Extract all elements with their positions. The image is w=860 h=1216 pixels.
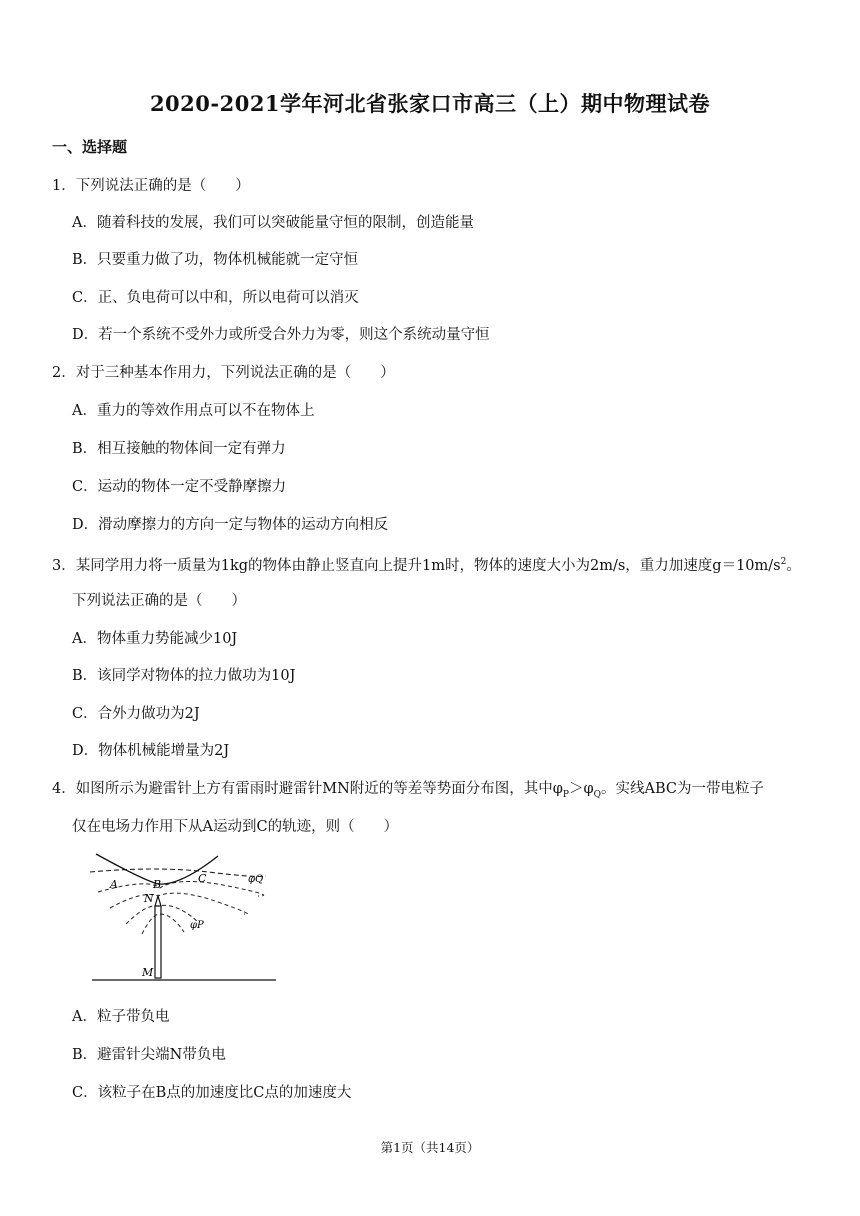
question-2-option-b: B．相互接触的物体间一定有弹力 [72, 441, 286, 457]
question-1-option-d: D．若一个系统不受外力或所受合外力为零，则这个系统动量守恒 [72, 327, 490, 343]
question-3-option-a: A．物体重力势能减少10J [72, 631, 238, 647]
question-1-option-a: A．随着科技的发展，我们可以突破能量守恒的限制，创造能量 [72, 215, 474, 231]
page-title: 2020-2021学年河北省张家口市高三（上）期中物理试卷 [149, 91, 711, 116]
question-4-option-b: B．避雷针尖端N带负电 [72, 1047, 226, 1063]
question-3-option-c: C．合外力做功为2J [72, 706, 200, 722]
label-phi-p: φP [190, 920, 204, 931]
label-m: M [142, 966, 154, 979]
superscript-2: 2 [780, 557, 787, 567]
subscript-p: P [562, 789, 569, 800]
question-4-stem-part-2: ＞φ [568, 781, 594, 797]
question-3-stem-end: 。 [786, 557, 801, 574]
equipotential-line-5 [142, 914, 184, 934]
question-3-option-d: D．物体机械能增量为2J [72, 743, 230, 759]
section-heading: 一、选择题 [52, 138, 128, 156]
question-4-stem-line-2: 仅在电场力作用下从A运动到C的轨迹，则（ ） [72, 819, 399, 835]
equipotential-q-line [90, 869, 266, 877]
question-1-stem: 1．下列说法正确的是（ ） [52, 178, 250, 194]
label-b: B [153, 878, 162, 891]
question-3-option-b: B．该同学对物体的拉力做功为10J [72, 668, 296, 684]
label-n: N [144, 892, 154, 905]
question-4-stem-part-3: 。实线ABC为一带电粒子 [601, 781, 765, 797]
question-4-stem-part-1: 4．如图所示为避雷针上方有雷雨时避雷针MN附近的等差等势面分布图，其中φ [52, 781, 563, 797]
equipotential-figure [88, 852, 278, 984]
subscript-q: Q [593, 789, 602, 800]
question-1-option-c: C．正、负电荷可以中和，所以电荷可以消灭 [72, 290, 359, 306]
label-phi-q: φQ [248, 874, 264, 885]
question-3-stem-text: 3．某同学用力将一质量为1kg的物体由静止竖直向上提升1m时，物体的速度大小为2m/s，重力加速度g＝10m/s [52, 557, 781, 574]
question-3-stem-line-2: 下列说法正确的是（ ） [72, 593, 246, 609]
question-2-option-d: D．滑动摩擦力的方向一定与物体的运动方向相反 [72, 517, 389, 533]
question-4-option-a: A．粒子带负电 [72, 1009, 170, 1025]
question-2-option-a: A．重力的等效作用点可以不在物体上 [72, 403, 315, 419]
lightning-rod [155, 906, 161, 978]
equipotential-line-2 [98, 881, 264, 896]
page-footer: 第1页（共14页） [380, 1140, 480, 1155]
question-2-stem: 2．对于三种基本作用力，下列说法正确的是（ ） [52, 365, 395, 381]
equipotential-line-3 [110, 893, 248, 914]
question-2-option-c: C．运动的物体一定不受静摩擦力 [72, 479, 287, 495]
question-3-stem-line-1 [52, 552, 801, 576]
label-c: C [198, 872, 207, 885]
question-4-stem-line-1 [52, 779, 764, 805]
label-a: A [110, 878, 118, 891]
equipotential-line-4 [126, 905, 198, 924]
lightning-rod-tip [155, 896, 161, 906]
question-4-option-c: C．该粒子在B点的加速度比C点的加速度大 [72, 1085, 352, 1101]
question-1-option-b: B．只要重力做了功，物体机械能就一定守恒 [72, 252, 359, 268]
